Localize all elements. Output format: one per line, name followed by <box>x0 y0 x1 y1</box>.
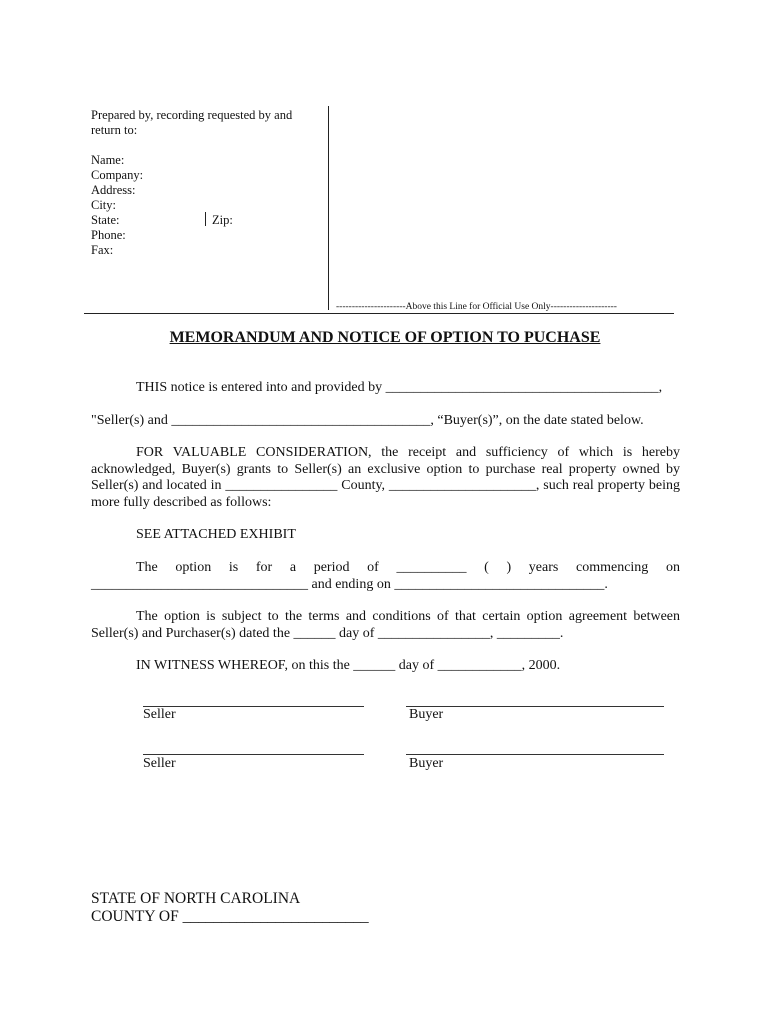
option-period-line <box>136 560 680 577</box>
option-period-word: of <box>367 560 379 575</box>
official-use-line: ----------------------Above this Line for Official Use Only--------------------- <box>336 302 617 312</box>
seller-label-1: Seller <box>143 707 176 722</box>
option-period-word: period <box>313 560 350 575</box>
phone-label: Phone: <box>91 228 126 242</box>
option-period-word: ( <box>484 560 489 575</box>
option-period-word: The <box>136 560 158 575</box>
company-label: Company: <box>91 168 144 182</box>
option-period-word: __________ <box>396 560 467 575</box>
exhibit-line: SEE ATTACHED EXHIBIT <box>136 527 296 542</box>
seller-buyer-line: "Seller(s) and _____________________________________, “Buyer(s)”, on the date stated below. <box>91 413 644 428</box>
zip-label: Zip: <box>212 213 233 227</box>
option-period-word: option <box>175 560 212 575</box>
buyer-signature-line-1[interactable] <box>406 706 664 707</box>
document-title: MEMORANDUM AND NOTICE OF OPTION TO PUCHASE <box>169 329 601 346</box>
seller-signature-line-1[interactable] <box>143 706 364 707</box>
option-period-word: for <box>255 560 273 575</box>
option-period-word: commencing <box>575 560 649 575</box>
prepared-by-line-1: Prepared by, recording requested by and <box>91 108 293 122</box>
name-label: Name: <box>91 153 125 167</box>
option-period-word: ) <box>506 560 512 575</box>
option-period-word: years <box>528 560 559 575</box>
buyer-label-2: Buyer <box>409 756 444 771</box>
option-period-word: on <box>665 560 680 575</box>
seller-signature-line-2[interactable] <box>143 754 364 755</box>
state-county-block <box>91 890 369 926</box>
terms-paragraph: The option is subject to the terms and conditions of that certain option agreement between Seller(s) and Purchaser(s) dated the ______ day of ________________, _________. <box>91 609 680 641</box>
county-line: COUNTY OF ________________________ <box>91 908 369 925</box>
buyer-signature-line-2[interactable] <box>406 754 664 755</box>
witness-line: IN WITNESS WHEREOF, on this the ______ day of ____________, 2000. <box>136 658 561 673</box>
buyer-label-1: Buyer <box>409 707 444 722</box>
city-label: City: <box>91 198 117 212</box>
prepared-by-line-2: return to: <box>91 123 138 137</box>
recording-info-block <box>91 108 327 258</box>
state-line: STATE OF NORTH CAROLINA <box>91 890 301 907</box>
seller-label-2: Seller <box>143 756 176 771</box>
option-period-word: a <box>289 560 297 575</box>
option-end-line: _______________________________ and ending on ______________________________. <box>91 577 608 592</box>
header-vertical-divider <box>328 106 329 310</box>
address-label: Address: <box>91 183 136 197</box>
consideration-paragraph: FOR VALUABLE CONSIDERATION, the receipt and sufficiency of which is hereby acknowledged, Buyer(s) grants to Seller(s) an exclusive option to purchase real property owned by Seller(s) and located in ________________ County, _____________________, such real property being more fully described as follows: <box>91 445 680 510</box>
zip-divider <box>205 212 206 226</box>
fax-label: Fax: <box>91 243 114 257</box>
state-label: State: <box>91 213 120 227</box>
option-period-word: is <box>228 560 239 575</box>
notice-line: THIS notice is entered into and provided by _______________________________________, <box>136 380 663 395</box>
official-use-rule <box>84 313 674 314</box>
